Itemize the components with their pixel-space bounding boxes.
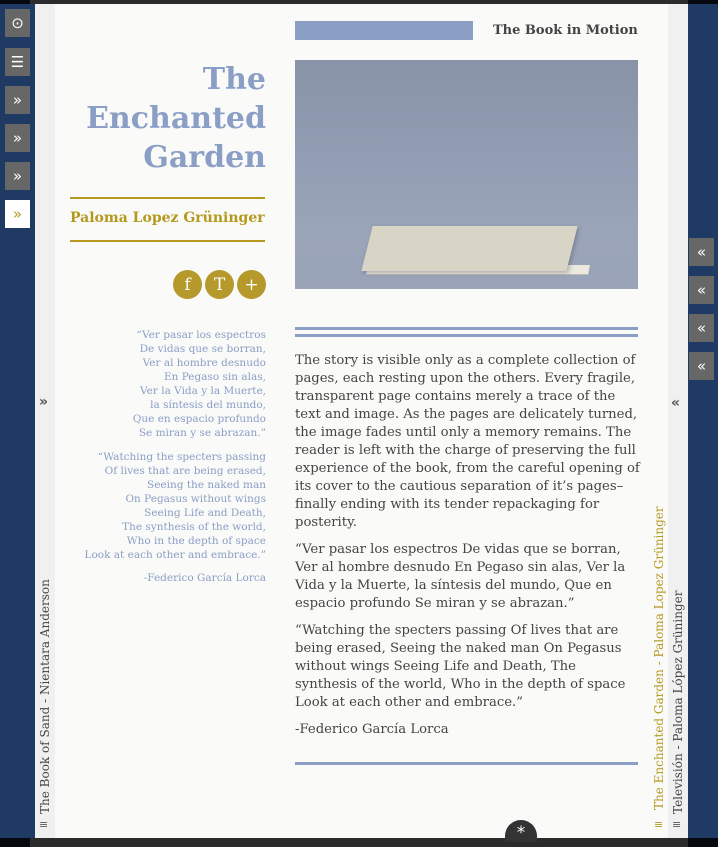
- chevron-right-icon[interactable]: »: [5, 86, 30, 114]
- facebook-icon[interactable]: f: [173, 270, 202, 299]
- section-color-block: [295, 21, 473, 40]
- chevron-left-icon[interactable]: «: [689, 314, 714, 342]
- book-photo-cover: [361, 226, 577, 271]
- plus-icon[interactable]: +: [237, 270, 266, 299]
- twitter-icon[interactable]: T: [205, 270, 234, 299]
- menu-icon[interactable]: ≡: [654, 818, 664, 831]
- book-title: The Enchanted Garden: [86, 62, 266, 175]
- chevron-left-icon[interactable]: «: [689, 238, 714, 266]
- divider: [295, 327, 638, 330]
- list-icon[interactable]: ☰: [5, 48, 30, 76]
- current-book-title[interactable]: The Enchanted Garden - Paloma Lopez Grüninger: [652, 506, 666, 810]
- menu-icon[interactable]: ≡: [39, 818, 49, 831]
- description: [295, 352, 640, 748]
- chevron-left-icon[interactable]: «: [689, 352, 714, 380]
- divider: [70, 197, 265, 199]
- book-photo: [295, 60, 638, 289]
- attribution: -Federico García Lorca: [295, 722, 449, 737]
- next-book-title[interactable]: Televisión - Paloma López Grüninger: [671, 590, 685, 814]
- bottom-bar: [0, 838, 718, 847]
- poem-english: “Watching the specters passing Of lives that are being erased, Seeing the naked man On Pegasus without wings Seeing Life and Death, The synthesis of the world, Who in the depth of space Look at each other and embrace.”: [84, 451, 266, 561]
- author-name: Paloma Lopez Grüninger: [70, 210, 265, 226]
- chevron-right-icon[interactable]: »: [39, 394, 49, 410]
- right-nav-rail: [688, 4, 718, 838]
- next-book-strip[interactable]: [668, 4, 688, 838]
- divider: [295, 334, 638, 337]
- chevron-right-icon[interactable]: »: [5, 162, 30, 190]
- chevron-right-icon[interactable]: »: [5, 200, 30, 228]
- poem-spanish: “Ver pasar los espectros De vidas que se borran, Ver al hombre desnudo En Pegaso sin alas, Ver la Vida y la Muerte, la síntesis del mundo, Que en espacio profundo Se miran y se abrazan.”: [132, 329, 266, 439]
- target-icon[interactable]: ⊙: [5, 9, 30, 37]
- chevron-left-icon[interactable]: «: [689, 276, 714, 304]
- chevron-right-icon[interactable]: »: [5, 124, 30, 152]
- asterisk-button[interactable]: *: [505, 820, 537, 842]
- poem-paragraph-english: “Watching the specters passing Of lives that are being erased, Seeing the naked man On Pegasus without wings Seeing Life and Death, The synthesis of the world, Who in the depth of space Look at each other and embrace.”: [295, 623, 626, 710]
- previous-book-strip[interactable]: [35, 4, 55, 838]
- left-nav-rail: [0, 4, 30, 838]
- divider: [70, 240, 265, 242]
- section-title: The Book in Motion: [493, 23, 638, 38]
- chevron-left-icon[interactable]: «: [671, 395, 681, 411]
- menu-icon[interactable]: ≡: [672, 818, 682, 831]
- previous-book-title[interactable]: The Book of Sand - Nientara Anderson: [38, 579, 52, 814]
- description-paragraph: The story is visible only as a complete collection of pages, each resting upon the others. Every fragile, transparent page contains merely a trace of the text and image. As the pages are delicately turned, the image fades until only a memory remains. The reader is left with the charge of preserving the full experience of the book, from the careful opening of its cover to the cautious separation of it’s pages– finally ending with its tender repackaging for posterity.: [295, 353, 640, 530]
- poem-paragraph-spanish: “Ver pasar los espectros De vidas que se borran, Ver al hombre desnudo En Pegaso sin alas, Ver la Vida y la Muerte, la síntesis del mundo, Que en espacio profundo Se miran y se abrazan.”: [295, 542, 626, 611]
- poem-attribution: -Federico García Lorca: [143, 572, 266, 584]
- divider: [295, 762, 638, 765]
